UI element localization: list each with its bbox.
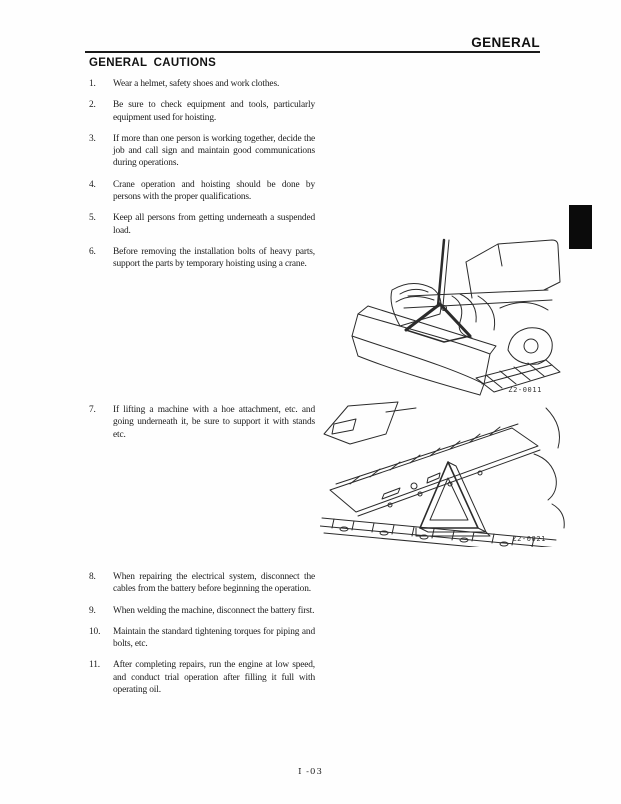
item-text: If lifting a machine with a hoe attachment, etc. and going underneath it, be sure to support it with stands etc. xyxy=(113,405,315,440)
page-header-title: GENERAL xyxy=(471,35,540,50)
figure-label: Z2-0011 xyxy=(508,386,542,394)
list-item xyxy=(89,605,315,617)
machine-on-stand-illustration xyxy=(320,400,568,547)
section-thumb-tab xyxy=(569,205,592,249)
page-number: I -03 xyxy=(298,767,323,777)
item-number: 11. xyxy=(89,660,100,671)
sling-bar-right xyxy=(440,304,470,336)
item-text: Keep all persons from getting underneath a suspended load. xyxy=(113,213,315,236)
item-number: 2. xyxy=(89,100,96,111)
cautions-list-bottom xyxy=(89,571,315,705)
list-item xyxy=(89,571,315,596)
item-number: 8. xyxy=(89,572,96,582)
list-item xyxy=(89,246,315,271)
item-text: Crane operation and hoisting should be done by persons with the proper qualifications. xyxy=(113,179,315,203)
figure-hoisting-blade xyxy=(348,238,562,397)
item-text: When welding the machine, disconnect the battery first. xyxy=(113,605,315,616)
item-text: After completing repairs, run the engine at low speed, and conduct trial operation after filling it full with operating oil. xyxy=(113,660,315,696)
item-number: 7. xyxy=(89,405,96,415)
item-text: Maintain the standard tightening torques for piping and bolts, etc. xyxy=(113,626,315,650)
list-item xyxy=(89,133,315,170)
cautions-list-top xyxy=(89,78,315,280)
item-number: 6. xyxy=(89,246,96,257)
item-text: When repairing the electrical system, disconnect the cables from the battery before beginning the operation. xyxy=(113,572,315,595)
list-item xyxy=(89,659,315,696)
figure-label: Z2-0021 xyxy=(512,535,546,543)
figure-machine-on-stand xyxy=(320,400,568,547)
machine-fragment xyxy=(324,402,398,444)
list-item xyxy=(89,179,315,204)
list-item xyxy=(89,78,315,90)
list-item xyxy=(89,404,315,441)
list-item xyxy=(89,212,315,237)
item-number: 9. xyxy=(89,605,96,616)
item-text: Be sure to check equipment and tools, particularly equipment used for hoisting. xyxy=(113,100,315,123)
item-text: If more than one person is working together, decide the job and call sign and maintain good communications during operations. xyxy=(113,133,315,169)
list-item xyxy=(89,626,315,651)
hoisting-blade-illustration xyxy=(348,238,562,397)
fender-arc xyxy=(500,302,548,310)
item-number: 10. xyxy=(89,626,101,637)
header-rule xyxy=(85,51,540,53)
item-number: 1. xyxy=(89,79,96,89)
item-number: 5. xyxy=(89,213,96,224)
list-item xyxy=(89,99,315,124)
item-text: Before removing the installation bolts of heavy parts, support the parts by temporary hoisting using a crane. xyxy=(113,246,315,270)
section-heading: GENERAL CAUTIONS xyxy=(89,57,217,69)
item-text: Wear a helmet, safety shoes and work clothes. xyxy=(113,79,280,89)
item-number: 3. xyxy=(89,133,96,144)
cautions-list-middle xyxy=(89,404,315,450)
machine-body-outline xyxy=(466,240,560,290)
item-number: 4. xyxy=(89,179,96,190)
